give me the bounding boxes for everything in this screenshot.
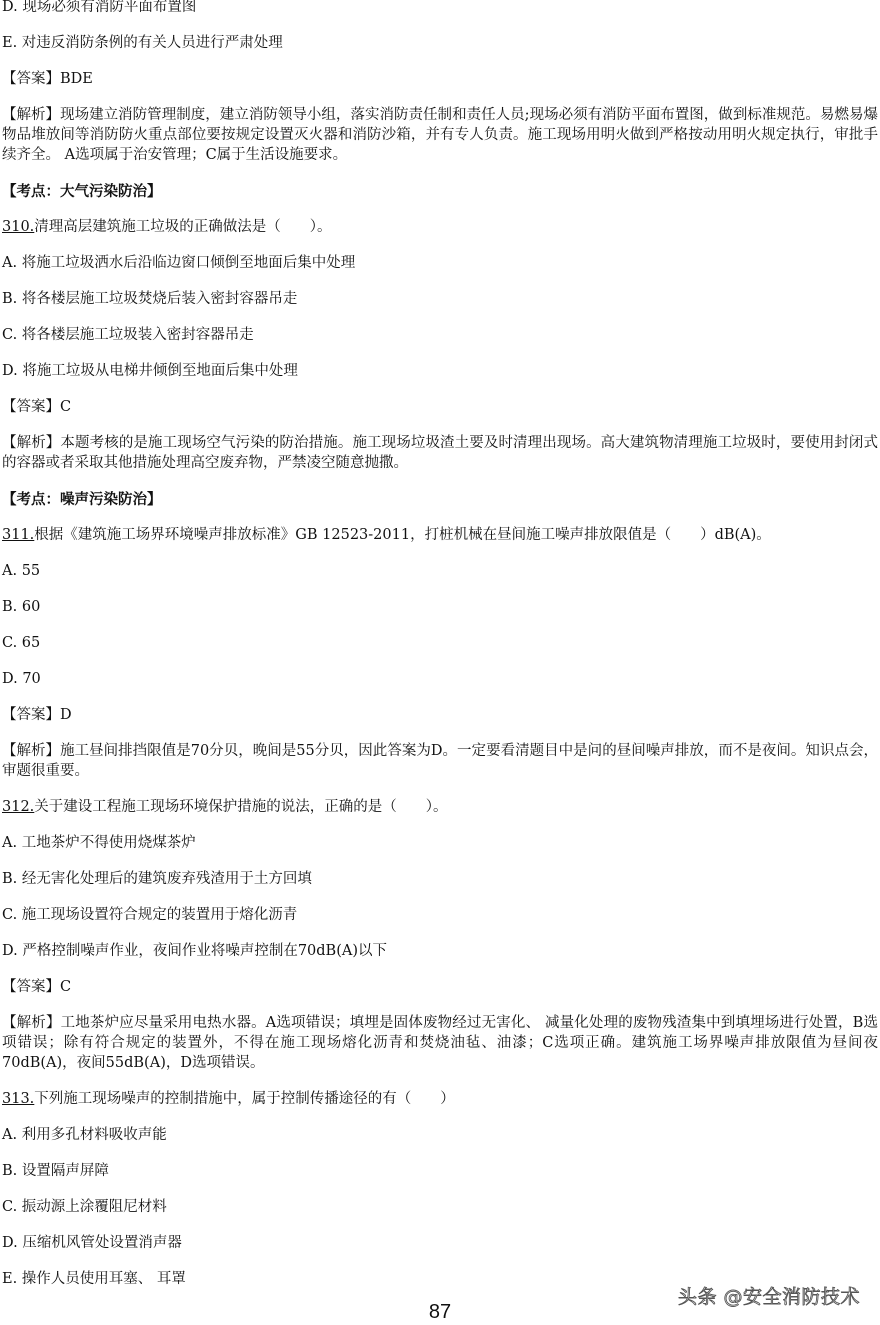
q311-analysis: 【解析】施工昼间排挡限值是70分贝，晚间是55分贝，因此答案为D。一定要看清题目中是问的昼间噪声排放，而不是夜间。知识点会，审题很重要。	[2, 743, 878, 779]
q311-option-a: A. 55	[2, 563, 41, 579]
q310-option-a: A. 将施工垃圾洒水后沿临边窗口倾倒至地面后集中处理	[2, 255, 356, 271]
q310-number: 310.	[2, 219, 35, 235]
q309-option-e: E. 对违反消防条例的有关人员进行严肃处理	[2, 35, 283, 51]
q313-option-d: D. 压缩机风管处设置消声器	[2, 1235, 182, 1251]
q309-answer: 【答案】BDE	[2, 71, 93, 87]
q312-option-c: C. 施工现场设置符合规定的装置用于熔化沥青	[2, 907, 298, 923]
section-heading-air-pollution: 【考点：大气污染防治】	[2, 183, 162, 200]
watermark: 头条 @安全消防技术	[677, 1286, 860, 1308]
q309-option-d: D. 现场必须有消防平面布置图	[2, 0, 197, 15]
q310-answer: 【答案】C	[2, 399, 72, 415]
q313-stem-line	[2, 1089, 878, 1110]
q311-option-c: C. 65	[2, 635, 41, 651]
q313-option-a: A. 利用多孔材料吸收声能	[2, 1127, 167, 1143]
q310-stem-line	[2, 217, 878, 238]
q310-option-c: C. 将各楼层施工垃圾装入密封容器吊走	[2, 327, 254, 343]
q312-stem: 关于建设工程施工现场环境保护措施的说法，正确的是（ ）。	[34, 799, 448, 815]
q311-option-b: B. 60	[2, 599, 41, 615]
q311-stem: 根据《建筑施工场界环境噪声排放标准》GB 12523-2011，打桩机械在昼间施工噪声排放限值是（ ）dB(A)。	[34, 527, 771, 543]
page-number: 87	[428, 1301, 452, 1323]
q313-number: 313.	[2, 1091, 35, 1107]
q312-option-d: D. 严格控制噪声作业，夜间作业将噪声控制在70dB(A)以下	[2, 943, 387, 959]
q310-option-d: D. 将施工垃圾从电梯井倾倒至地面后集中处理	[2, 363, 298, 379]
q311-number: 311.	[2, 527, 35, 543]
q312-analysis: 【解析】工地茶炉应尽量采用电热水器。A选项错误；填埋是固体废物经过无害化、 减量化处理的废物残渣集中到填埋场进行处置，B选项错误；除有符合规定的装置外，不得在施工现场熔化沥青和焚烧油毡、油漆；C选项正确。建筑施工场界噪声排放限值为昼间夜70dB(A)，夜间55dB(A)，D选项错误。	[2, 1015, 878, 1071]
q311-answer: 【答案】D	[2, 707, 72, 723]
q312-number: 312.	[2, 799, 35, 815]
q311-stem-line	[2, 525, 878, 546]
section-heading-noise-pollution: 【考点：噪声污染防治】	[2, 491, 162, 508]
q310-stem: 清理高层建筑施工垃圾的正确做法是（ ）。	[34, 219, 332, 235]
q312-option-b: B. 经无害化处理后的建筑废弃残渣用于土方回填	[2, 871, 312, 887]
q310-analysis: 【解析】本题考核的是施工现场空气污染的防治措施。施工现场垃圾渣土要及时清理出现场。高大建筑物清理施工垃圾时，要使用封闭式的容器或者采取其他措施处理高空废弃物，严禁凌空随意抛撒。	[2, 435, 878, 471]
q312-answer: 【答案】C	[2, 979, 72, 995]
q309-analysis: 【解析】现场建立消防管理制度，建立消防领导小组，落实消防责任制和责任人员;现场必须有消防平面布置图，做到标准规范。易燃易爆物品堆放间等消防防火重点部位要按规定设置灭火器和消防沙箱，并有专人负责。施工现场用明火做到严格按动用明火规定执行，审批手续齐全。 A选项属于治安管理；C属于生活设施要求。	[2, 107, 878, 163]
q313-stem: 下列施工现场噪声的控制措施中，属于控制传播途径的有（ ）	[34, 1091, 455, 1107]
q313-option-e: E. 操作人员使用耳塞、 耳罩	[2, 1271, 186, 1287]
q312-option-a: A. 工地茶炉不得使用烧煤茶炉	[2, 835, 196, 851]
q310-option-b: B. 将各楼层施工垃圾焚烧后装入密封容器吊走	[2, 291, 298, 307]
q311-option-d: D. 70	[2, 671, 41, 687]
q313-option-b: B. 设置隔声屏障	[2, 1163, 109, 1179]
q313-option-c: C. 振动源上涂覆阻尼材料	[2, 1199, 167, 1215]
q312-stem-line	[2, 797, 878, 818]
